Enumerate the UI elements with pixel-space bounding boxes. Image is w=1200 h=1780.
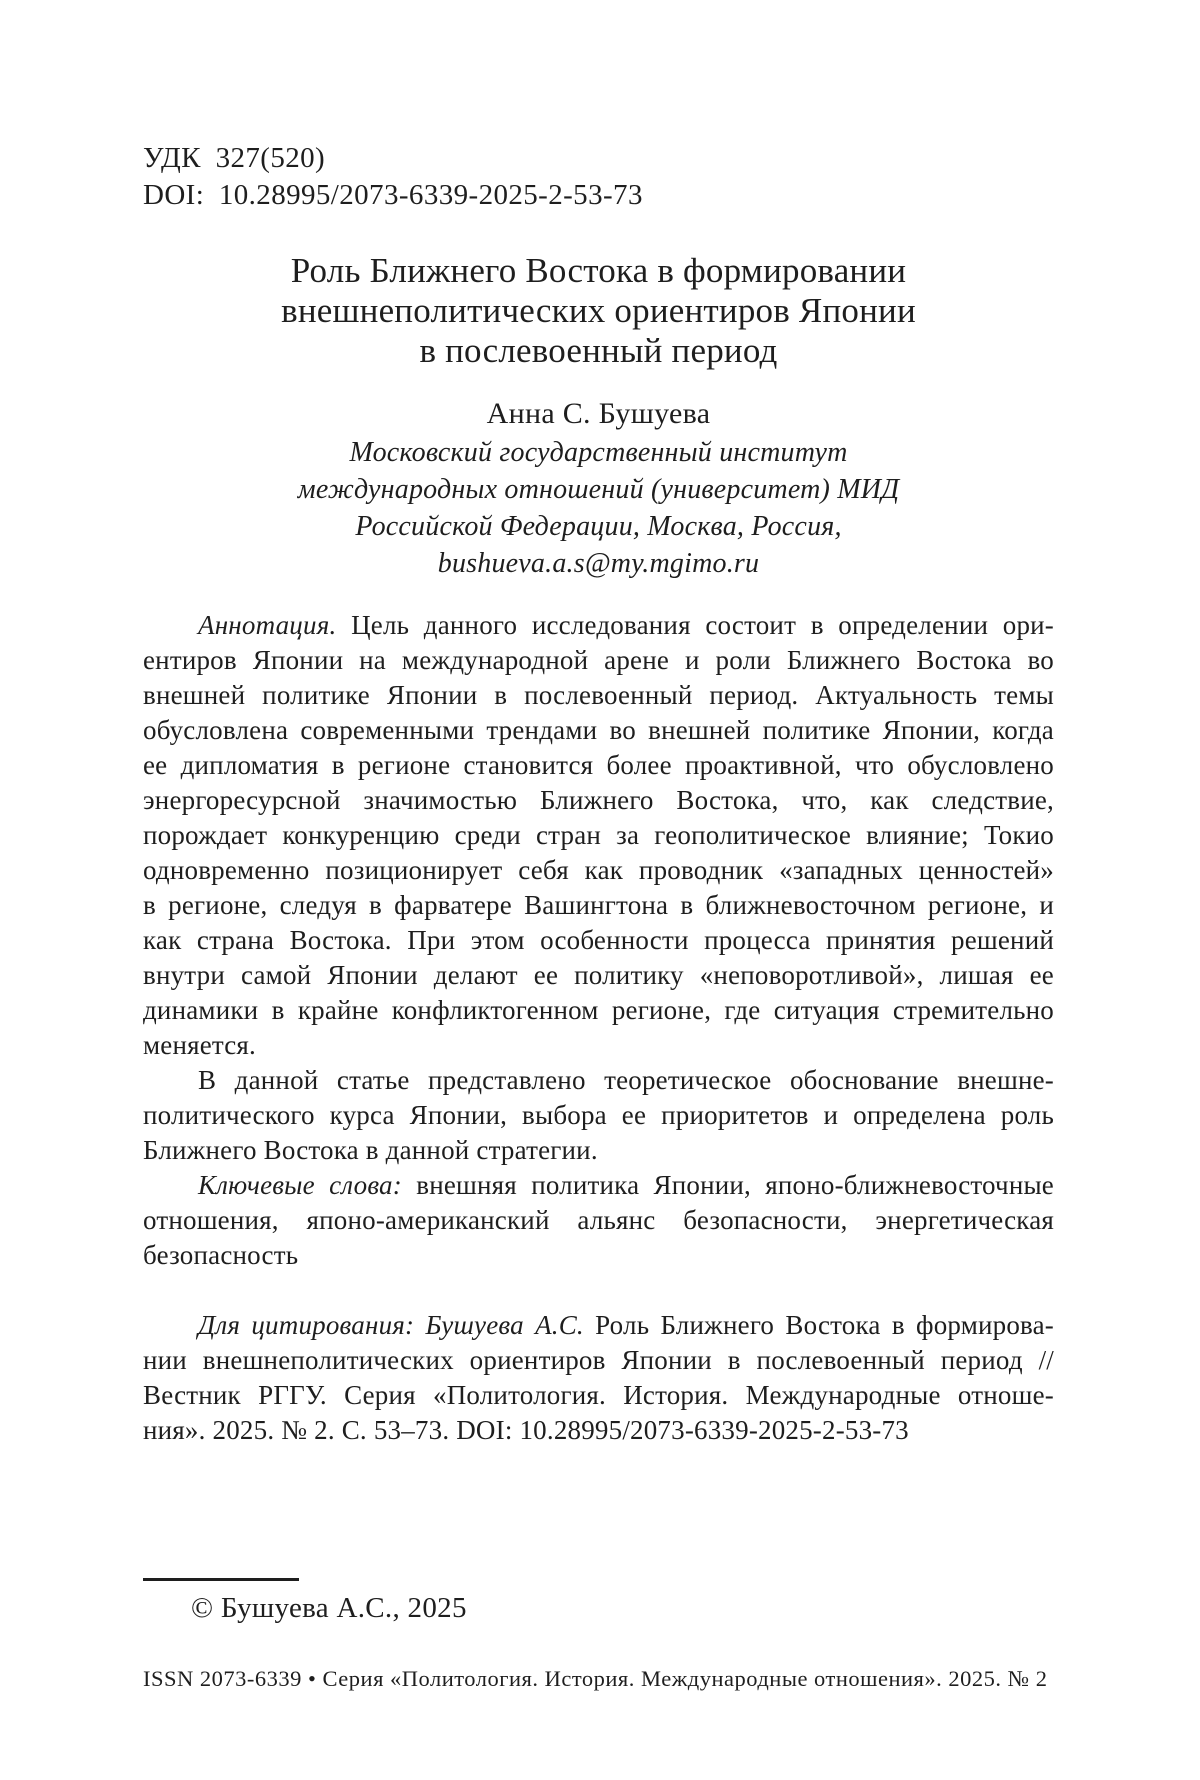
copyright-text: © Бушуева А.С., 2025 — [191, 1592, 467, 1624]
text-line: политического курса Японии, выбора ее приоритетов и определена роль — [143, 1100, 1054, 1130]
text-line: в регионе, следуя в фарватере Вашингтона в ближневосточном регионе, и — [143, 890, 1054, 920]
copyright-block — [143, 1578, 467, 1625]
text-line: внешней политике Японии в послевоенный период. Актуальность темы — [143, 680, 1054, 710]
text-line: меняется. — [143, 1030, 257, 1060]
citation-paragraph — [143, 1308, 1054, 1448]
author-affiliation-block — [143, 434, 1054, 582]
text-line: Российской Федерации, Москва, Россия, — [355, 511, 842, 542]
text-line: как страна Востока. При этом особенности процесса принятия решений — [143, 925, 1054, 955]
text-line: отношения, японо-американский альянс безопасности, энергетическая — [143, 1205, 1054, 1235]
udc-number: УДК 327(520) — [143, 142, 326, 174]
text-line: Аннотация. Цель данного исследования состоит в определении ори- — [198, 610, 1054, 640]
text-line: ния». 2025. № 2. С. 53–73. DOI: 10.28995/2073-6339-2025-2-53-73 — [143, 1415, 909, 1445]
text-line: Ближнего Востока в данной стратегии. — [143, 1135, 598, 1165]
paragraph-label: Аннотация. — [198, 610, 337, 640]
paragraph-label: Для цитирования: Бушуева А.С. — [198, 1310, 584, 1340]
text-line: нии внешнеполитических ориентиров Японии в послевоенный период // — [143, 1345, 1054, 1375]
text-line: В данной статье представлено теоретическое обоснование внешне- — [198, 1065, 1054, 1095]
text-line: безопасность — [143, 1240, 299, 1270]
doi-number: DOI: 10.28995/2073-6339-2025-2-53-73 — [143, 179, 643, 211]
text-line: порождает конкуренцию среди стран за геополитическое влияние; Токио — [143, 820, 1054, 850]
text-line: внешнеполитических ориентиров Японии — [281, 291, 916, 330]
body-paragraph — [143, 1063, 1054, 1168]
text-line: в послевоенный период — [419, 331, 778, 370]
text-line: международных отношений (университет) МИД — [297, 474, 900, 505]
text-line: динамики в крайне конфликтогенном регионе, где ситуация стремительно — [143, 995, 1054, 1025]
text-line: внутри самой Японии делают ее политику «неповоротливой», лишая ее — [143, 960, 1054, 990]
text-line: ентиров Японии на международной арене и роли Ближнего Востока во — [143, 645, 1054, 675]
abstract-section — [143, 608, 1054, 1448]
text-line: Ключевые слова: внешняя политика Японии, японо-ближневосточные — [198, 1170, 1054, 1200]
article-title — [143, 251, 1054, 371]
author-name: Анна С. Бушуева — [486, 397, 711, 430]
text-line: одновременно позиционирует себя как проводник «западных ценностей» — [143, 855, 1054, 885]
text-line: Московский государственный институт — [349, 437, 848, 468]
udc-doi-block — [143, 140, 643, 214]
author-email: bushueva.a.s@my.mgimo.ru — [437, 548, 760, 579]
text-line: Вестник РГГУ. Серия «Политология. История. Международные отноше- — [143, 1380, 1054, 1410]
text-line: энергоресурсной значимостью Ближнего Востока, что, как следствие, — [143, 785, 1054, 815]
page-footer: ISSN 2073-6339 • Серия «Политология. История. Международные отношения». 2025. № 2 — [143, 1666, 1048, 1691]
text-line: ее дипломатия в регионе становится более проактивной, что обусловлено — [143, 750, 1054, 780]
text-line: Роль Ближнего Востока в формировании — [290, 251, 907, 290]
keywords-paragraph — [143, 1168, 1054, 1273]
affiliation-lines — [143, 434, 1054, 545]
text-line: обусловлена современными трендами во внешней политике Японии, когда — [143, 715, 1054, 745]
text-line: Для цитирования: Бушуева А.С. Роль Ближнего Востока в формирова- — [198, 1310, 1054, 1340]
copyright-rule — [143, 1578, 299, 1581]
abstract-paragraph — [143, 608, 1054, 1063]
paragraph-label: Ключевые слова: — [198, 1170, 402, 1200]
